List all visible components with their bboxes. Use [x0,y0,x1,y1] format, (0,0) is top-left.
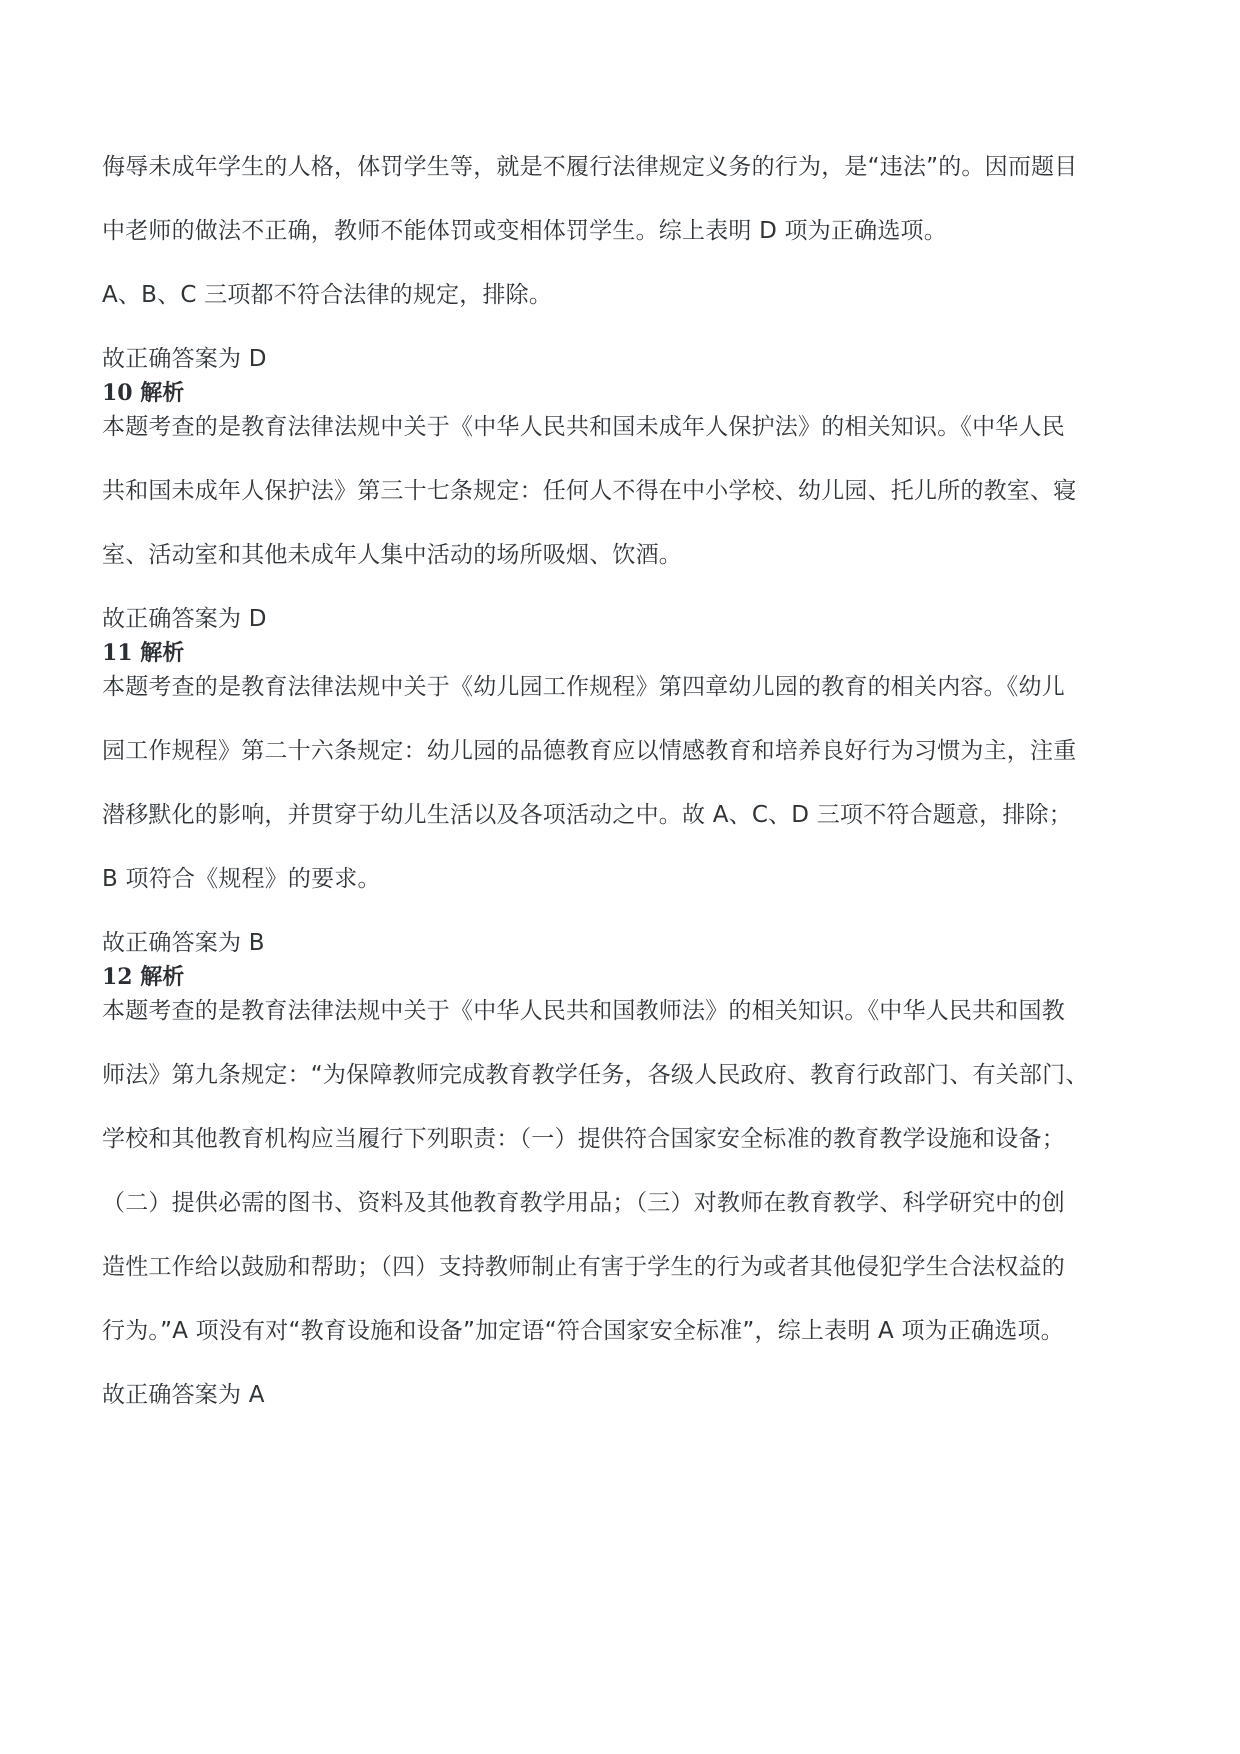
paragraph [102,602,1152,636]
text-line: 共和国未成年人保护法》第三十七条规定：任何人不得在中小学校、幼儿园、托儿所的教室、寝 [102,478,1077,504]
paragraph [102,342,1152,376]
paragraph [102,278,1152,312]
text-line: （二）提供必需的图书、资料及其他教育教学用品；（三）对教师在教育教学、科学研究中的创 [102,1190,1065,1216]
paragraph [102,862,1152,896]
text-line: 本题考查的是教育法律法规中关于《中华人民共和国教师法》的相关知识。《中华人民共和国教 [102,998,1065,1024]
paragraph [102,410,1152,572]
section-heading: 12 解析 [102,964,185,990]
paragraph [102,150,1152,248]
text-line: 园工作规程》第二十六条规定：幼儿园的品德教育应以情感教育和培养良好行为习惯为主，注重 [102,738,1077,764]
paragraph [102,994,1152,1348]
text-line: 中老师的做法不正确，教师不能体罚或变相体罚学生。综上表明 D 项为正确选项。 [102,218,947,244]
paragraph [102,670,1152,832]
text-line: A、B、C 三项都不符合法律的规定，排除。 [102,282,553,308]
paragraph [102,926,1152,960]
text-line: 室、活动室和其他未成年人集中活动的场所吸烟、饮酒。 [102,542,682,568]
text-line: 行为。”A 项没有对“教育设施和设备”加定语“符合国家安全标准”，综上表明 A 项为正确选项。 [102,1318,1064,1344]
text-line: 学校和其他教育机构应当履行下列职责：（一）提供符合国家安全标准的教育教学设施和设备； [102,1126,1065,1152]
section-heading: 10 解析 [102,380,185,406]
text-line: 本题考查的是教育法律法规中关于《幼儿园工作规程》第四章幼儿园的教育的相关内容。《幼儿 [102,674,1065,700]
text-line: 故正确答案为 D [102,606,267,632]
text-line: 潜移默化的影响，并贯穿于幼儿生活以及各项活动之中。故 A、C、D 三项不符合题意，排除； [102,802,1072,828]
document-body [102,150,1152,1412]
text-line: B 项符合《规程》的要求。 [102,866,381,892]
section-heading: 11 解析 [102,640,185,666]
paragraph [102,1378,1152,1412]
text-line: 师法》第九条规定：“为保障教师完成教育教学任务，各级人民政府、教育行政部门、有关部门、 [102,1062,1089,1088]
text-line: 故正确答案为 B [102,930,265,956]
text-line: 故正确答案为 A [102,1382,265,1408]
text-line: 本题考查的是教育法律法规中关于《中华人民共和国未成年人保护法》的相关知识。《中华人民 [102,414,1065,440]
text-line: 造性工作给以鼓励和帮助；（四）支持教师制止有害于学生的行为或者其他侵犯学生合法权益的 [102,1254,1065,1280]
text-line: 侮辱未成年学生的人格，体罚学生等，就是不履行法律规定义务的行为，是“违法”的。因而题目 [102,154,1078,180]
text-line: 故正确答案为 D [102,346,267,372]
